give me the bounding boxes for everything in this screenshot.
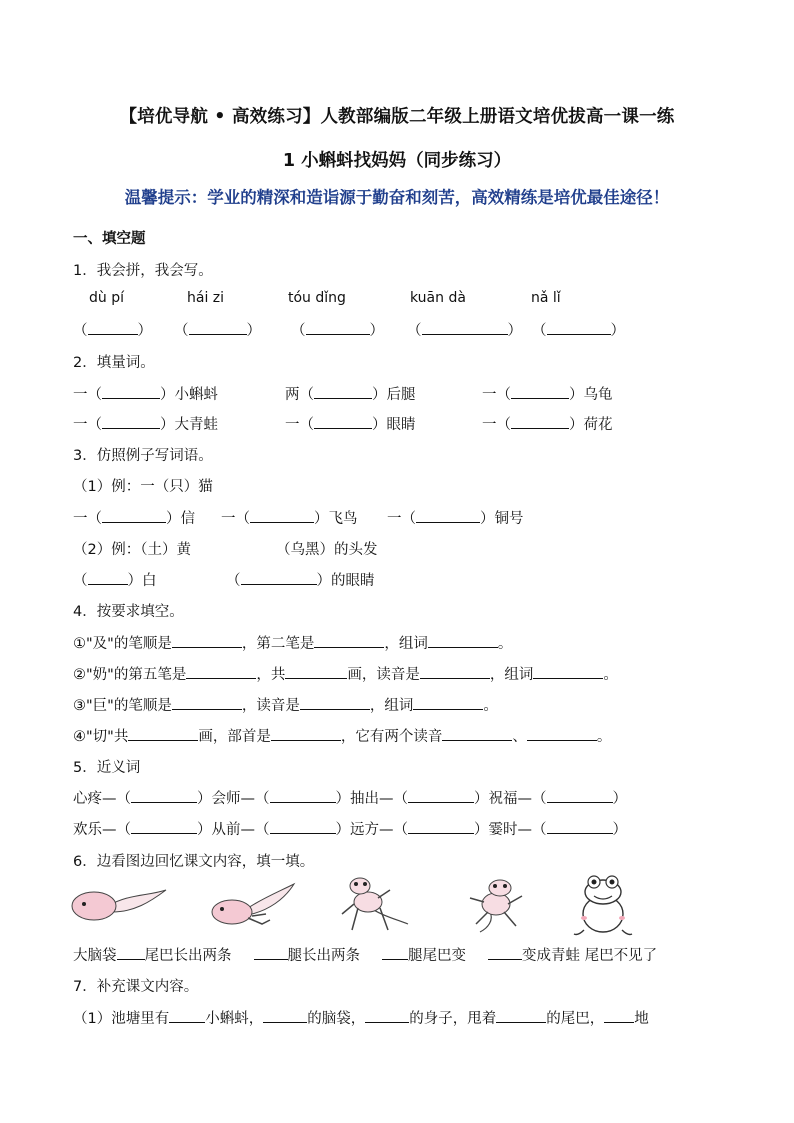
pinyin-5: nǎ lǐ (531, 290, 561, 306)
q4-title: 4．按要求填空。 (73, 604, 184, 620)
pinyin-1: dù pí (89, 290, 124, 306)
answer-blank[interactable]: （ ） (291, 323, 384, 339)
q4-line-3[interactable]: ③"巨"的笔顺是 ，读音是 ，组词 。 (73, 698, 498, 714)
tadpole-legs-image (208, 880, 296, 930)
q5-title: 5．近义词 (73, 760, 141, 776)
q3-example-2b: （乌黑）的头发 (276, 542, 378, 558)
q4-line-2[interactable]: ②"奶"的第五笔是 ，共 画，读音是 ，组词 。 (73, 667, 618, 683)
q7-title: 7．补充课文内容。 (73, 979, 199, 995)
q2-title: 2．填量词。 (73, 355, 155, 371)
answer-blank[interactable]: （ ） (73, 323, 152, 339)
lesson-title: 1 小蝌蚪找妈妈（同步练习） (282, 151, 512, 171)
imitate-item[interactable]: （ ）的眼睛 (226, 573, 375, 589)
imitate-item[interactable]: （ ）白 (73, 573, 157, 589)
synonym-row[interactable]: 欢乐—（ ）从前—（ ）远方—（ ）霎时—（ ） (73, 822, 627, 838)
measure-word-item[interactable]: 一（ ）大青蛙 (73, 417, 218, 433)
q3-example-1: （1）例：一（只）猫 (73, 479, 213, 495)
measure-word-item[interactable]: 一（ ）乌龟 (482, 387, 613, 403)
pinyin-4: kuān dà (410, 290, 466, 306)
q4-line-4[interactable]: ④"切"共 画，部首是 ，它有两个读音 、 。 (73, 729, 612, 745)
q4-line-1[interactable]: ①"及"的笔顺是 ，第二笔是 ，组词 。 (73, 636, 513, 652)
section-heading: 一、填空题 (73, 231, 146, 247)
q1-title: 1．我会拼，我会写。 (73, 263, 213, 279)
frog-image (570, 870, 636, 938)
q6-sequence[interactable]: 大脑袋 尾巴长出两条 腿长出两条 腿尾巴变 变成青蛙 尾巴不见了 (73, 948, 658, 964)
imitate-item[interactable]: 一（ ）信 (73, 511, 195, 527)
tadpole-image (68, 886, 168, 926)
answer-blank[interactable]: （ ） (532, 323, 625, 339)
imitate-item[interactable]: 一（ ）铜号 (387, 511, 524, 527)
q6-title: 6．边看图边回忆课文内容，填一填。 (73, 854, 315, 870)
froglet-short-tail-image (458, 874, 530, 936)
pinyin-3: tóu dǐng (288, 290, 346, 306)
answer-blank[interactable]: （ ） (407, 323, 522, 339)
answer-blank[interactable]: （ ） (174, 323, 261, 339)
froglet-image (338, 874, 410, 936)
measure-word-item[interactable]: 一（ ）眼睛 (285, 417, 416, 433)
synonym-row[interactable]: 心疼—（ ）会师—（ ）抽出—（ ）祝福—（ ） (73, 791, 627, 807)
worksheet-title: 【培优导航 • 高效练习】人教部编版二年级上册语文培优拔高一课一练 (119, 107, 675, 127)
measure-word-item[interactable]: 两（ ）后腿 (285, 387, 416, 403)
q3-example-2a: （2）例：（土）黄 (73, 542, 191, 558)
q7-line-1[interactable]: （1）池塘里有 小蝌蚪， 的脑袋， 的身子，甩着 的尾巴， 地 (73, 1011, 649, 1027)
tip-banner: 温馨提示：学业的精深和造诣源于勤奋和刻苦，高效精练是培优最佳途径！ (124, 188, 670, 207)
q3-title: 3．仿照例子写词语。 (73, 448, 213, 464)
measure-word-item[interactable]: 一（ ）小蝌蚪 (73, 387, 218, 403)
imitate-item[interactable]: 一（ ）飞鸟 (221, 511, 358, 527)
pinyin-2: hái zi (187, 290, 225, 306)
measure-word-item[interactable]: 一（ ）荷花 (482, 417, 613, 433)
